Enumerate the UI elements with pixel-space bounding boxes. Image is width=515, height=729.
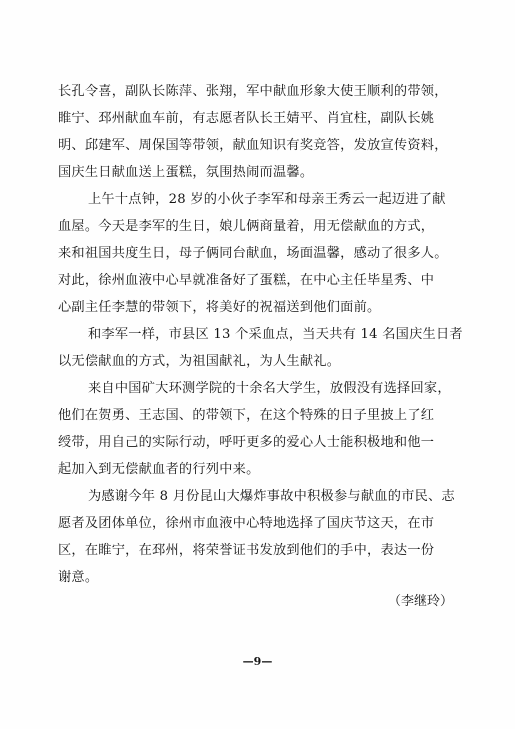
paragraph-4-line-3: 绶带，用自己的实际行动，呼吁更多的爱心人士能积极地和他一	[58, 435, 435, 450]
paragraph-2-line-2: 血屋。今天是李军的生日，娘儿俩商量着，用无偿献血的方式，	[58, 219, 435, 234]
author-signature: （李继玲）	[388, 594, 454, 609]
paragraph-2-line-1: 上午十点钟，28 岁的小伙子李军和母亲王秀云一起迈进了献	[88, 192, 446, 207]
paragraph-3-line-1: 和李军一样，市县区 13 个采血点，当天共有 14 名国庆生日者	[88, 327, 463, 342]
paragraph-3-line-2: 以无偿献血的方式，为祖国献礼，为人生献礼。	[58, 354, 341, 369]
paragraph-2-line-5: 心副主任李慧的带领下，将美好的祝福送到他们面前。	[58, 300, 381, 315]
paragraph-4-line-1: 来自中国矿大环测学院的十余名大学生，放假没有选择回家，	[88, 381, 451, 396]
paragraph-4-line-2: 他们在贺勇、王志国、的带领下，在这个特殊的日子里披上了红	[58, 408, 435, 423]
article-body	[58, 78, 463, 591]
paragraph-5-line-4: 谢意。	[58, 570, 99, 585]
paragraph-1-line-4: 国庆生日献血送上蛋糕，氛围热闹而温馨。	[58, 165, 314, 180]
paragraph-1-line-1: 长孔令喜，副队长陈萍、张翔，军中献血形象大使王顺利的带领，	[58, 84, 448, 99]
paragraph-2-line-4: 对此，徐州血液中心早就准备好了蛋糕，在中心主任毕星秀、中	[58, 273, 435, 288]
paragraph-1-line-3: 明、邱建军、周保国等带领，献血知识有奖竞答，发放宣传资料，	[58, 138, 448, 153]
paragraph-5-line-3: 区，在睢宁，在邳州，将荣誉证书发放到他们的手中，表达一份	[58, 543, 435, 558]
page-number: —9—	[242, 655, 273, 668]
paragraph-1-line-2: 睢宁、邳州献血车前，有志愿者队长王婧平、肖宜柱，副队长姚	[58, 111, 435, 126]
paragraph-4-line-4: 起加入到无偿献血者的行列中来。	[58, 462, 260, 477]
paragraph-5-line-1: 为感谢今年 8 月份昆山大爆炸事故中积极参与献血的市民、志	[88, 489, 455, 504]
paragraph-2-line-3: 来和祖国共度生日，母子俩同台献血，场面温馨，感动了很多人。	[58, 246, 448, 261]
paragraph-5-line-2: 愿者及团体单位，徐州市血液中心特地选择了国庆节这天，在市	[58, 516, 435, 531]
